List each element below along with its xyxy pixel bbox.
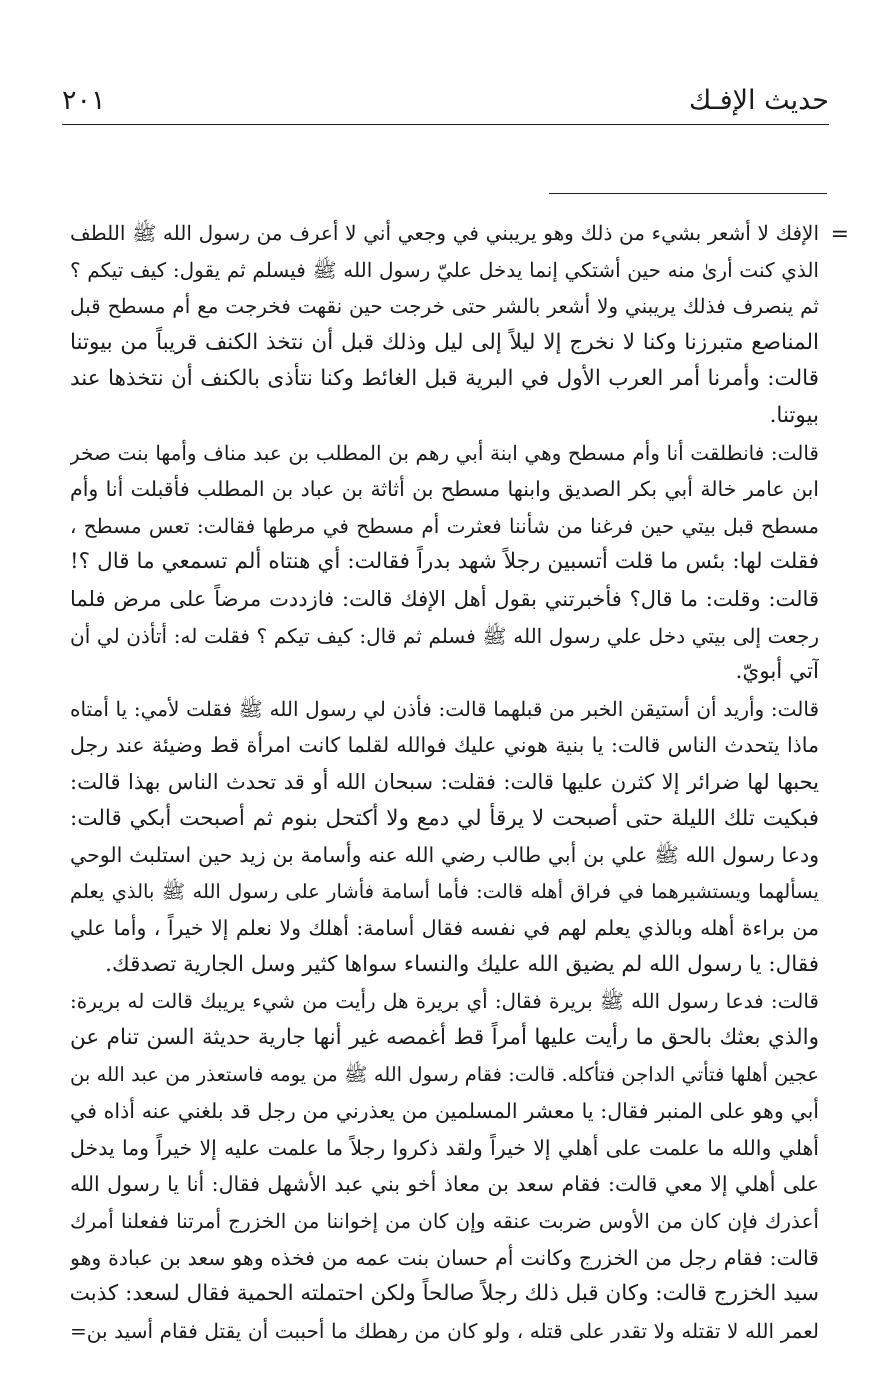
text-line: قالت: وأمرنا أمر العرب الأول في البرية قبل الغائط وكنا نتأذى بالكنف أن نتخذها عند: [70, 366, 819, 392]
text-line: فقلت لها: بئس ما قلت أتسبين رجلاً شهد بدراً فقالت: أي هنتاه ألم تسمعي ما قال ؟!: [70, 549, 819, 575]
page-number: ٢٠١: [62, 84, 106, 116]
text-line: قالت: وقلت: ما قال؟ فأخبرتني بقول أهل الإفك قالت: فازددت مرضاً على مرض فلما: [70, 586, 819, 611]
text-line: بيوتنا.: [769, 402, 819, 428]
text-line: آتي أبويّ.: [735, 659, 819, 685]
text-line: رجعت إلى بيتي دخل علي رسول الله ﷺ فسلم ثم قال: كيف تيكم ؟ فقلت له: أتأذن لي أن: [70, 623, 819, 648]
text-line: أهلي والله ما علمت على أهلي إلا خيراً ولقد ذكروا رجلاً ما علمت عليه إلا خيراً وما يدخل: [70, 1135, 819, 1160]
running-title: حديث الإفـك: [689, 84, 829, 116]
text-line: لعمر الله لا تقتله ولا تقدر على قتله ، ولو كان من رهطك ما أحببت أن يقتل فقام أسيد بن=: [70, 1318, 819, 1343]
text-line: الذي كنت أرىٰ منه حين أشتكي إنما يدخل عليّ رسول الله ﷺ فيسلم ثم يقول: كيف تيكم ؟: [70, 257, 819, 282]
text-line: قالت: فقام رجل من الخزرج وكانت أم حسان بنت عمه من فخذه وهو سعد بن عبادة وهو: [70, 1245, 819, 1270]
text-line: أبي وهو على المنبر فقال: يا معشر المسلمين من يعذرني من رجل قد بلغني عنه أذاه في: [70, 1099, 819, 1124]
header-rule: [62, 124, 829, 125]
text-line: أعذرك فإن كان من الأوس ضربت عنقه وإن كان من إخواننا من الخزرج أمرتنا ففعلنا أمرك: [70, 1209, 819, 1234]
text-line: ثم ينصرف فذلك يريبني ولا أشعر بالشر حتى خرجت حين نقهت فخرجت مع أم مسطح قبل: [70, 294, 819, 319]
text-line: والذي بعثك بالحق ما رأيت عليها أمراً قط أغمصه غير أنها جارية حديثة السن تنام عن: [70, 1025, 819, 1051]
text-line: فبكيت تلك الليلة حتى أصبحت لا يرقأ لي دمع ولا أكتحل بنوم ثم أصبحت أبكي قالت:: [70, 805, 819, 831]
continuation-marker: =: [830, 222, 849, 247]
text-line: قالت: وأريد أن أستيقن الخبر من قبلهما قالت: فأذن لي رسول الله ﷺ فقلت لأمي: يا أمتاه: [70, 696, 819, 721]
text-line: ابن عامر خالة أبي بكر الصديق وابنها مسطح بن أثاثة بن عباد بن المطلب فأقبلت أنا وأم: [70, 477, 819, 502]
page-header: [62, 80, 829, 120]
text-line: مسطح قبل بيتي حين فرغنا من شأننا فعثرت أم مسطح في مرطها فقالت: تعس مسطح ،: [70, 513, 819, 538]
text-line: يسألهما ويستشيرهما في فراق أهله قالت: فأما أسامة فأشار على رسول الله ﷺ بالذي يعلم: [70, 879, 819, 903]
body-text: [70, 215, 819, 1349]
text-line: عجين أهلها فتأتي الداجن فتأكله. قالت: فقام رسول الله ﷺ من يومه فاستعذر من عبد الله بن: [70, 1062, 819, 1086]
text-line: المناصع متبرزنا وكنا لا نخرج إلا ليلاً إلى ليل وذلك قبل أن نتخذ الكنف قريباً من بيوتنا: [70, 329, 819, 355]
text-line: قالت: فانطلقت أنا وأم مسطح وهي ابنة أبي رهم بن المطلب بن عبد مناف وأمها بنت صخر: [70, 440, 819, 465]
text-line: قالت: فدعا رسول الله ﷺ بريرة فقال: أي بريرة هل رأيت من شيء يريبك قالت له بريرة:: [70, 989, 819, 1014]
text-line: الإفك لا أشعر بشيء من ذلك وهو يريبني في وجعي أني لا أعرف من رسول الله ﷺ اللطف: [70, 221, 819, 245]
footnote-separator: [549, 193, 827, 194]
text-line: ماذا يتحدث الناس قالت: يا بنية هوني عليك فوالله لقلما كانت امرأة قط وضيئة عند رجل: [70, 733, 819, 758]
text-line: من براءة أهله وبالذي يعلم لهم في نفسه فقال أسامة: أهلك ولا نعلم إلا خيراً ، وأما علي: [70, 916, 819, 941]
text-line: سيد الخزرج قالت: وكان قبل ذلك رجلاً صالحاً ولكن احتملته الحمية فقال لسعد: كذبت: [70, 1281, 819, 1307]
text-line: ودعا رسول الله ﷺ علي بن أبي طالب رضي الله عنه وأسامة بن زيد حين استلبث الوحي: [70, 843, 819, 868]
text-line: يحبها لها ضرائر إلا كثرن عليها قالت: فقلت: سبحان الله أو قد تحدث الناس بهذا قالت:: [70, 769, 819, 794]
text-line: على أهلي إلا معي قالت: فقام سعد بن معاذ أخو بني عبد الأشهل فقال: أنا يا رسول الله: [70, 1172, 819, 1197]
text-line: فقال: يا رسول الله لم يضيق الله عليك والنساء سواها كثير وسل الجارية تصدقك.: [105, 951, 819, 977]
